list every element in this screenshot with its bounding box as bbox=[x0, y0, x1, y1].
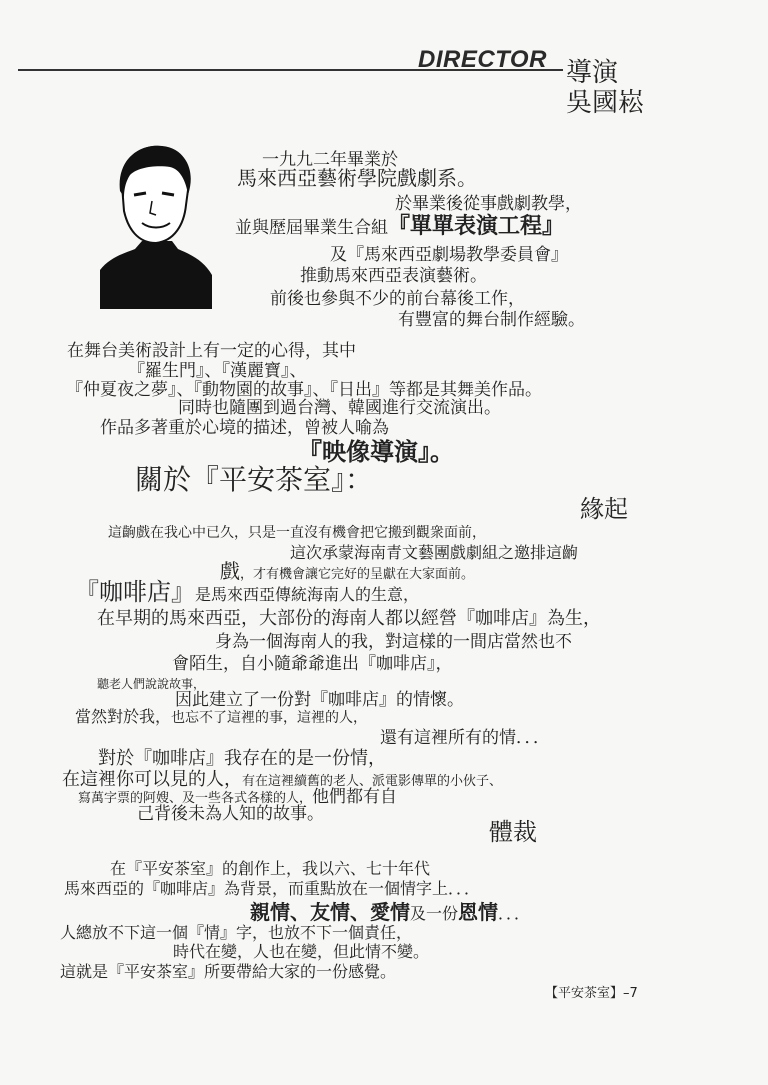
origin-line: 還有這裡所有的情．．． bbox=[380, 728, 550, 748]
form-text: 及一份 bbox=[410, 904, 459, 923]
bio-line: 馬來西亞藝術學院戲劇系。 bbox=[237, 166, 477, 190]
form-line bbox=[250, 902, 530, 922]
form-heading: 體裁 bbox=[489, 818, 537, 846]
form-line: 時代在變，人也在變，但此情不變。 bbox=[173, 942, 430, 961]
form-line: 這就是『平安茶室』所要帶給大家的一份感覺。 bbox=[60, 962, 397, 981]
origin-text: 也忘不了這裡的事，這裡的人， bbox=[171, 710, 368, 726]
form-text: ．．． bbox=[498, 904, 531, 923]
bio-line: 於畢業後從事戲劇教學， bbox=[395, 194, 582, 214]
bio-line: 『羅生門』、『漢麗寶』、 bbox=[128, 361, 307, 381]
origin-text: ，才有機會讓它完好的呈獻在大家面前。 bbox=[240, 567, 475, 582]
origin-line: 會陌生，自小隨爺爺進出『咖啡店』， bbox=[172, 654, 453, 674]
section-title: 關於『平安茶室』： bbox=[135, 463, 374, 496]
form-line: 在『平安茶室』的創作上，我以六、七十年代 bbox=[110, 859, 431, 878]
bio-line: 及『馬來西亞劇場教學委員會』 bbox=[330, 245, 568, 265]
origin-line: 這齣戲在我心中已久，只是一直沒有機會把它搬到觀衆面前， bbox=[108, 525, 486, 541]
bio-line: 『仲夏夜之夢』、『動物園的故事』、『日出』等都是其舞美作品。 bbox=[66, 380, 542, 400]
origin-line: 身為一個海南人的我，對這樣的一間店當然也不 bbox=[215, 632, 572, 652]
bio-text: 並與歷屆畢業生合組 bbox=[235, 218, 388, 238]
bio-highlight: 『映像導演』。 bbox=[298, 438, 454, 466]
origin-line: 己背後未為人知的故事。 bbox=[137, 804, 324, 824]
origin-line: 因此建立了一份對『咖啡店』的情懷。 bbox=[175, 690, 464, 710]
bio-line: 在舞台美術設計上有一定的心得，其中 bbox=[67, 341, 356, 361]
director-zh-label: 導演 bbox=[566, 58, 619, 88]
form-text: 親情、友情、愛情 bbox=[250, 900, 410, 924]
director-name: 吳國崧 bbox=[566, 88, 645, 118]
bio-line: 作品多著重於心境的描述，曾被人喻為 bbox=[100, 418, 389, 438]
bio-line bbox=[235, 216, 564, 238]
form-line: 人總放不下這一個『情』字，也放不下一個責任， bbox=[60, 923, 413, 942]
origin-text: 有在這裡續舊的老人、派電影傳單的小伙子、 bbox=[242, 774, 503, 789]
origin-line bbox=[75, 709, 367, 725]
origin-text: 是馬來西亞傳統海南人的生意， bbox=[195, 585, 420, 604]
origin-line bbox=[220, 561, 474, 581]
bio-line: 前後也參與不少的前台幕後工作， bbox=[270, 289, 525, 309]
page-number: –7 bbox=[623, 986, 638, 1001]
footer-title: 【平安茶室】 bbox=[545, 986, 624, 1001]
origin-line: 這次承蒙海南青文藝團戲劇組之邀排這齣 bbox=[290, 543, 579, 562]
origin-line: 聽老人們說說故事， bbox=[97, 677, 206, 691]
form-line: 馬來西亞的『咖啡店』為背景，而重點放在一個情字上．．． bbox=[64, 879, 481, 898]
director-label: DIRECTOR bbox=[418, 46, 547, 73]
director-photo bbox=[100, 145, 212, 309]
bio-line: 一九九二年畢業於 bbox=[262, 150, 398, 170]
bio-line: 同時也隨團到過台灣、韓國進行交流演出。 bbox=[178, 398, 501, 418]
form-text: 恩情 bbox=[458, 900, 499, 924]
origin-text: 寫萬字票的阿嫂、及一些各式各樣的人， bbox=[78, 791, 313, 806]
origin-text: 當然對於我， bbox=[75, 707, 172, 726]
origin-text: 『咖啡店』 bbox=[75, 578, 195, 606]
bio-line: 有豐富的舞台制作經驗。 bbox=[398, 310, 585, 330]
origin-text: 在這裡你可以見的人， bbox=[62, 769, 242, 790]
origin-line bbox=[62, 771, 502, 789]
page-footer bbox=[545, 987, 638, 1000]
origin-line bbox=[75, 580, 419, 604]
troupe-name: 『單單表演工程』 bbox=[388, 214, 565, 239]
origin-text: 戲 bbox=[220, 559, 240, 583]
origin-heading: 緣起 bbox=[580, 495, 628, 523]
origin-text: 他們都有自 bbox=[312, 787, 398, 807]
origin-line: 對於『咖啡店』我存在的是一份情， bbox=[98, 748, 386, 769]
bio-line: 推動馬來西亞表演藝術。 bbox=[300, 266, 487, 286]
origin-line: 在早期的馬來西亞，大部份的海南人都以經營『咖啡店』為生， bbox=[97, 608, 601, 629]
